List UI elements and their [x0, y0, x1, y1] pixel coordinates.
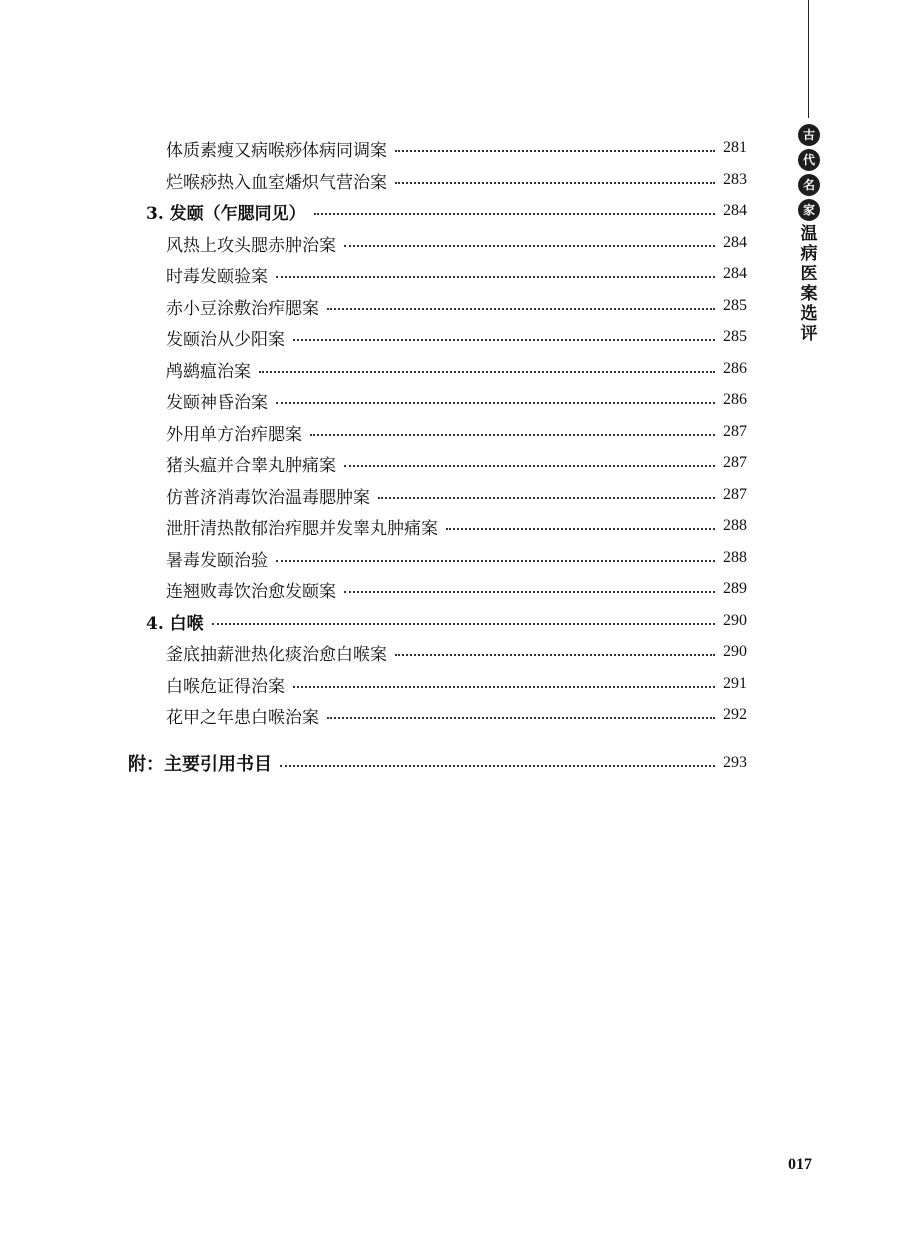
dot-leader — [280, 765, 715, 767]
toc-entry-page: 285 — [723, 328, 747, 345]
dot-leader — [327, 308, 715, 310]
toc-entry-page: 286 — [723, 360, 747, 377]
toc-entry[interactable] — [166, 637, 747, 667]
toc-entry[interactable] — [166, 354, 747, 384]
toc-entry[interactable] — [166, 133, 747, 163]
toc-entry[interactable] — [166, 322, 747, 352]
dot-leader — [310, 434, 715, 436]
series-seal-4: 家 — [798, 199, 820, 221]
toc-entry-title: 猪头瘟并合睾丸肿痛案 — [166, 455, 336, 476]
toc-entry-page: 287 — [723, 454, 747, 471]
toc-entry-title: 时毒发颐验案 — [166, 266, 268, 287]
toc-entry-page: 289 — [723, 580, 747, 597]
toc-appendix-title: 附：主要引用书目 — [128, 754, 272, 775]
toc-entry-title: 赤小豆涂敷治痄腮案 — [166, 298, 319, 319]
toc-section-title: 4. 白喉 — [146, 613, 204, 634]
toc-entry-page: 285 — [723, 297, 747, 314]
toc-entry-title: 体质素瘦又病喉痧体病同调案 — [166, 140, 387, 161]
series-seal-1: 古 — [798, 124, 820, 146]
book-title-char: 案 — [800, 284, 818, 304]
dot-leader — [293, 339, 715, 341]
toc-entry[interactable] — [166, 448, 747, 478]
toc-entry-page: 291 — [723, 675, 747, 692]
book-title-char: 医 — [800, 264, 818, 284]
toc-entry-page: 284 — [723, 234, 747, 251]
toc-entry-title: 风热上攻头腮赤肿治案 — [166, 235, 336, 256]
toc-entry[interactable] — [166, 385, 747, 415]
toc-entry[interactable] — [166, 259, 747, 289]
dot-leader — [344, 591, 715, 593]
dot-leader — [293, 686, 715, 688]
dot-leader — [378, 497, 715, 499]
series-seal-3: 名 — [798, 174, 820, 196]
toc-entry[interactable] — [166, 417, 747, 447]
dot-leader — [446, 528, 715, 530]
book-title-char: 评 — [800, 324, 818, 344]
dot-leader — [276, 276, 715, 278]
dot-leader — [344, 465, 715, 467]
toc-section-title: 3. 发颐（乍腮同见） — [146, 203, 306, 224]
toc-entry-page: 290 — [723, 643, 747, 660]
page-number: 017 — [788, 1156, 812, 1173]
dot-leader — [395, 182, 715, 184]
book-title-char: 选 — [800, 304, 818, 324]
toc-entry-page: 286 — [723, 391, 747, 408]
toc-entry-title: 仿普济消毒饮治温毒腮肿案 — [166, 487, 370, 508]
toc-entry-page: 292 — [723, 706, 747, 723]
book-title-char: 病 — [800, 244, 818, 264]
toc-entry-title: 外用单方治痄腮案 — [166, 424, 302, 445]
toc-entry-page: 281 — [723, 139, 747, 156]
toc-section[interactable] — [146, 196, 747, 226]
toc-entry-title: 连翘败毒饮治愈发颐案 — [166, 581, 336, 602]
toc-entry[interactable] — [166, 511, 747, 541]
toc-entry-page: 284 — [723, 265, 747, 282]
toc-entry-title: 釜底抽薪泄热化痰治愈白喉案 — [166, 644, 387, 665]
toc-entry[interactable] — [166, 291, 747, 321]
book-title-char: 温 — [800, 224, 818, 244]
dot-leader — [276, 402, 715, 404]
toc-entry-title: 花甲之年患白喉治案 — [166, 707, 319, 728]
toc-entry[interactable] — [166, 228, 747, 258]
toc-entry-page: 288 — [723, 549, 747, 566]
toc-entry-title: 泄肝清热散郁治痄腮并发睾丸肿痛案 — [166, 518, 438, 539]
toc-entry-page: 288 — [723, 517, 747, 534]
toc-entry-title: 白喉危证得治案 — [166, 676, 285, 697]
dot-leader — [314, 213, 715, 215]
toc-entry[interactable] — [166, 543, 747, 573]
toc-section[interactable] — [146, 606, 747, 636]
dot-leader — [259, 371, 715, 373]
toc-entry[interactable] — [166, 574, 747, 604]
toc-entry-page: 287 — [723, 486, 747, 503]
toc-entry[interactable] — [166, 700, 747, 730]
dot-leader — [395, 150, 715, 152]
side-rule — [808, 0, 809, 118]
toc-entry-title: 发颐治从少阳案 — [166, 329, 285, 350]
toc-entry[interactable] — [166, 480, 747, 510]
dot-leader — [276, 560, 715, 562]
toc-entry-page: 290 — [723, 612, 747, 629]
dot-leader — [212, 623, 715, 625]
dot-leader — [327, 717, 715, 719]
dot-leader — [395, 654, 715, 656]
dot-leader — [344, 245, 715, 247]
toc-entry-title: 暑毒发颐治验 — [166, 550, 268, 571]
toc-entry-title: 鸬鹚瘟治案 — [166, 361, 251, 382]
toc-entry-page: 293 — [723, 754, 747, 771]
series-seal-2: 代 — [798, 149, 820, 171]
series-title — [796, 124, 822, 344]
toc-entry-title: 发颐神昏治案 — [166, 392, 268, 413]
toc-entry-page: 284 — [723, 202, 747, 219]
toc-entry-page: 283 — [723, 171, 747, 188]
toc-entry[interactable] — [166, 165, 747, 195]
toc-entry-title: 烂喉痧热入血室燔炽气营治案 — [166, 172, 387, 193]
toc-entry[interactable] — [166, 669, 747, 699]
toc-entry-page: 287 — [723, 423, 747, 440]
toc-appendix[interactable] — [128, 748, 747, 778]
